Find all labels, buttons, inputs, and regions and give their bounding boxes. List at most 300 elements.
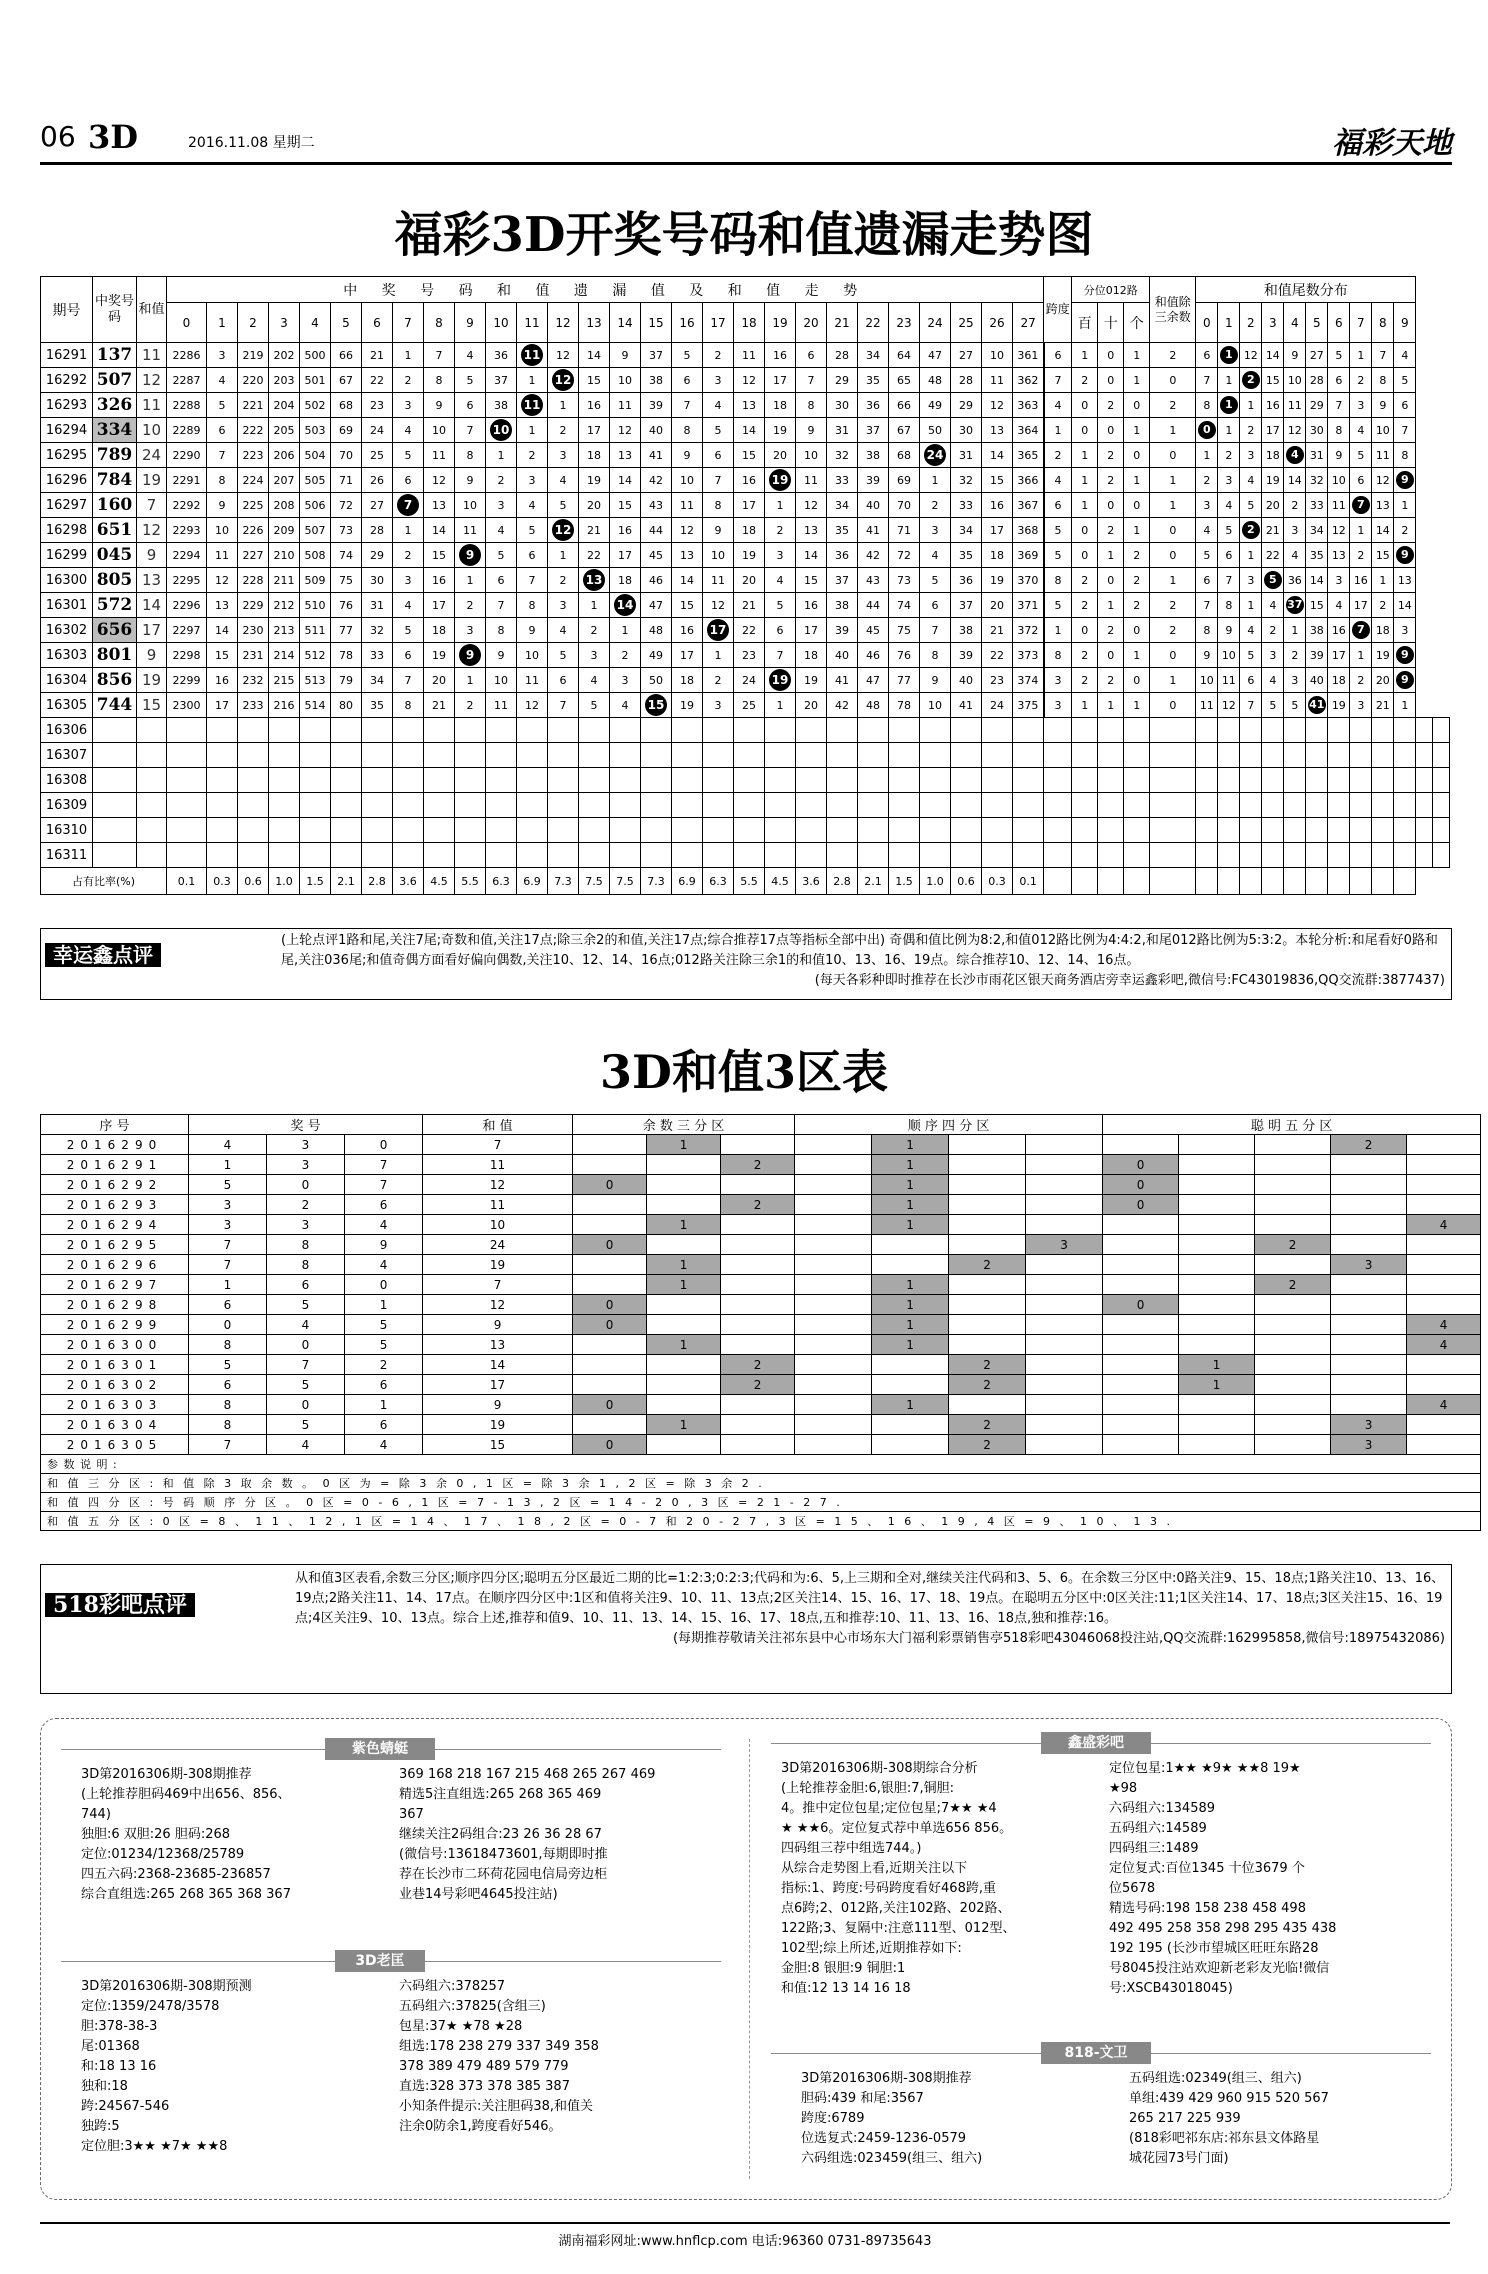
pos-route: 0 <box>1072 418 1098 443</box>
period: 16302 <box>41 618 93 643</box>
miss-cell: 45 <box>858 618 889 643</box>
miss-cell: 223 <box>238 443 269 468</box>
mod3-value: 2 <box>1150 343 1196 368</box>
miss-cell: 215 <box>269 668 300 693</box>
digit: 3 <box>189 1195 267 1215</box>
mod3-value: 0 <box>1150 368 1196 393</box>
head-sum-col: 4 <box>300 303 331 343</box>
tail-cell: 3 <box>1262 643 1284 668</box>
zone-cell-z3: 2 <box>721 1155 795 1175</box>
head-sum: 和值 <box>137 277 167 343</box>
miss-cell: 69 <box>889 468 920 493</box>
zone-cell-z3 <box>573 1415 647 1435</box>
miss-cell: 205 <box>269 418 300 443</box>
sum-value: 10 <box>423 1215 573 1235</box>
zone-cell-z5 <box>1103 1415 1179 1435</box>
miss-cell: 10 <box>982 343 1013 368</box>
miss-cell: 227 <box>238 543 269 568</box>
notes-zone4: 和 值 四 分 区 : 号 码 顺 序 分 区 。 0 区 = 0 - 6 , 1 区 = 7 - 1 3 , 2 区 = 1 4 - 2 0 , 3 区 = 2 1 - 2 7 . <box>41 1493 1481 1512</box>
miss-cell: 8 <box>796 393 827 418</box>
miss-cell: 33 <box>827 468 858 493</box>
miss-cell <box>765 668 796 693</box>
pos-route: 0 <box>1098 343 1124 368</box>
head-pos: 百 <box>1072 303 1098 343</box>
digit: 1 <box>345 1395 423 1415</box>
zone-cell-z4 <box>872 1415 949 1435</box>
miss-cell: 28 <box>827 343 858 368</box>
head-sum-col: 19 <box>765 303 796 343</box>
tail-cell: 2 <box>1218 443 1240 468</box>
miss-cell: 19 <box>982 568 1013 593</box>
miss-cell: 1 <box>579 593 610 618</box>
section-title: 3D <box>88 118 139 156</box>
miss-cell: 20 <box>765 443 796 468</box>
tail-hit-ball: 2 <box>1242 521 1260 539</box>
winning-number: 784 <box>93 468 137 493</box>
zone-cell-z4: 1 <box>872 1195 949 1215</box>
page-number: 06 <box>40 120 76 153</box>
miss-cell: 2 <box>393 543 424 568</box>
zone-cell-z4 <box>795 1195 872 1215</box>
miss-cell: 35 <box>951 543 982 568</box>
pos-route: 0 <box>1072 543 1098 568</box>
sum-row <box>41 1235 1481 1255</box>
miss-cell <box>455 643 486 668</box>
zone-cell-z4: 2 <box>949 1435 1026 1455</box>
zone-cell-z5 <box>1331 1335 1407 1355</box>
zone-cell-z5 <box>1331 1315 1407 1335</box>
sum3-title: 3D和值3区表 <box>600 1045 888 1099</box>
lucky-comment-box <box>40 928 1452 1000</box>
ratio-value: 1.5 <box>889 868 920 895</box>
miss-cell: 4 <box>579 668 610 693</box>
sum-hit-ball: 14 <box>614 594 636 616</box>
head-tail-col: 0 <box>1196 303 1218 343</box>
miss-cell: 36 <box>951 568 982 593</box>
miss-cell <box>548 518 579 543</box>
pos-route: 2 <box>1098 668 1124 693</box>
miss-cell: 219 <box>238 343 269 368</box>
tail-cell: 7 <box>1240 693 1262 718</box>
miss-cell: 11 <box>486 693 517 718</box>
tail-cell: 35 <box>1306 543 1328 568</box>
miss-cell: 374 <box>1013 668 1044 693</box>
miss-cell <box>610 593 641 618</box>
miss-cell: 368 <box>1013 518 1044 543</box>
issue-id: 2016297 <box>41 1275 189 1295</box>
tail-cell: 12 <box>1372 468 1394 493</box>
trend-row-empty <box>41 818 1450 843</box>
issue-id: 2016303 <box>41 1395 189 1415</box>
miss-cell: 18 <box>796 643 827 668</box>
digit: 6 <box>267 1275 345 1295</box>
miss-cell: 14 <box>982 443 1013 468</box>
tail-cell <box>1240 368 1262 393</box>
tail-cell: 3 <box>1328 568 1350 593</box>
miss-cell: 30 <box>362 568 393 593</box>
zone-cell-z3 <box>647 1195 721 1215</box>
miss-cell: 14 <box>579 343 610 368</box>
zone-cell-z4 <box>872 1355 949 1375</box>
zone-cell-z5 <box>1407 1355 1481 1375</box>
zone-cell-z5 <box>1407 1155 1481 1175</box>
tail-cell: 32 <box>1306 468 1328 493</box>
tail-cell: 1 <box>1394 493 1416 518</box>
panel-purple-dragonfly-title: 紫色蜻蜓 <box>325 1738 435 1760</box>
miss-cell: 24 <box>734 668 765 693</box>
miss-cell: 70 <box>889 493 920 518</box>
mod3-value: 1 <box>1150 493 1196 518</box>
miss-cell: 1 <box>610 618 641 643</box>
miss-cell: 17 <box>424 593 455 618</box>
zone-cell-z4 <box>872 1435 949 1455</box>
tail-cell: 5 <box>1262 693 1284 718</box>
miss-cell: 48 <box>641 618 672 643</box>
miss-cell: 69 <box>331 418 362 443</box>
panel-xinsheng-left: 3D第2016306期-308期综合分析 (上轮推荐金胆:6,银胆:7,铜胆: 4。推中定位包星;定位包星;7★★ ★4 ★ ★★6。定位复式荐中单选656 856。 四码组三荐中组选744。) 从综合走势图上看,近期关注以下 指标:1、跨度:号码跨度看好468跨,重 点6跨;2、012路,关注102路、202路、 122路;3、复隔中:注意111型、012型、 102型;综上所述,近期推荐如下: 金胆:8 银胆:9 铜胆:1 和值:12 13 14 16 18 <box>781 1761 1016 1996</box>
miss-cell <box>920 443 951 468</box>
span-value: 1 <box>1044 418 1072 443</box>
miss-cell: 362 <box>1013 368 1044 393</box>
logo: 福彩天地 <box>1332 126 1452 161</box>
miss-cell: 231 <box>238 643 269 668</box>
digit: 4 <box>267 1435 345 1455</box>
miss-cell: 7 <box>548 693 579 718</box>
head-id: 序 号 <box>41 1115 189 1135</box>
head-tail-col: 3 <box>1262 303 1284 343</box>
winning-number: 507 <box>93 368 137 393</box>
head-sum-col: 15 <box>641 303 672 343</box>
digit: 9 <box>345 1235 423 1255</box>
ratio-value: 4.5 <box>765 868 796 895</box>
miss-cell: 22 <box>579 543 610 568</box>
tail-cell <box>1306 693 1328 718</box>
miss-cell: 211 <box>269 568 300 593</box>
tail-cell: 2 <box>1394 518 1416 543</box>
miss-cell: 77 <box>889 668 920 693</box>
zone-cell-z5 <box>1255 1375 1331 1395</box>
miss-cell: 18 <box>982 543 1013 568</box>
miss-cell: 29 <box>827 368 858 393</box>
ratio-value: 1.0 <box>269 868 300 895</box>
zone-cell-z5 <box>1103 1235 1179 1255</box>
ratio-value: 1.0 <box>920 868 951 895</box>
tail-cell: 2 <box>1372 593 1394 618</box>
zone-cell-z4: 2 <box>949 1375 1026 1395</box>
tail-cell <box>1394 643 1416 668</box>
zone-cell-z4 <box>795 1155 872 1175</box>
tail-cell: 9 <box>1218 618 1240 643</box>
zone-cell-z4 <box>1026 1215 1103 1235</box>
miss-cell: 1 <box>548 393 579 418</box>
tail-hit-ball: 9 <box>1396 646 1414 664</box>
miss-cell: 44 <box>641 518 672 543</box>
trend-row <box>41 393 1450 418</box>
zone-cell-z5 <box>1103 1335 1179 1355</box>
sum-row <box>41 1375 1481 1395</box>
tail-cell: 2 <box>1350 368 1372 393</box>
tail-hit-ball: 0 <box>1198 421 1216 439</box>
sum-row <box>41 1155 1481 1175</box>
head-period: 期号 <box>41 277 93 343</box>
zone-cell-z5 <box>1255 1255 1331 1275</box>
head-tail: 和值尾数分布 <box>1196 277 1416 303</box>
tail-cell: 3 <box>1350 393 1372 418</box>
zone-cell-z4 <box>949 1315 1026 1335</box>
miss-cell: 37 <box>827 568 858 593</box>
miss-cell: 14 <box>796 543 827 568</box>
tail-cell: 1 <box>1240 543 1262 568</box>
caiba-comment-box <box>40 1564 1452 1694</box>
tail-cell: 2 <box>1284 643 1306 668</box>
digit: 5 <box>345 1335 423 1355</box>
tail-cell: 2 <box>1350 668 1372 693</box>
miss-cell: 16 <box>610 518 641 543</box>
miss-cell: 10 <box>517 643 548 668</box>
miss-cell: 22 <box>982 643 1013 668</box>
tail-cell: 6 <box>1328 368 1350 393</box>
digit: 4 <box>345 1435 423 1455</box>
miss-cell: 9 <box>517 618 548 643</box>
zone-cell-z5 <box>1407 1195 1481 1215</box>
zone-cell-z5: 0 <box>1103 1295 1179 1315</box>
panel-wenwei-left: 3D第2016306期-308期推荐 胆码:439 和尾:3567 跨度:6789 位选复式:2459-1236-0579 六码组选:023459(组三、组六) <box>801 2071 983 2166</box>
miss-cell: 225 <box>238 493 269 518</box>
miss-cell: 2286 <box>167 343 207 368</box>
miss-cell: 503 <box>300 418 331 443</box>
tail-cell: 19 <box>1328 693 1350 718</box>
zone-cell-z4 <box>795 1275 872 1295</box>
digit: 6 <box>345 1415 423 1435</box>
miss-cell: 2293 <box>167 518 207 543</box>
zone-cell-z5 <box>1331 1175 1407 1195</box>
issue-id: 2016301 <box>41 1355 189 1375</box>
zone-cell-z3 <box>647 1435 721 1455</box>
issue-id: 2016304 <box>41 1415 189 1435</box>
miss-cell: 9 <box>610 343 641 368</box>
pos-route: 2 <box>1098 443 1124 468</box>
digit: 6 <box>345 1375 423 1395</box>
caiba-comment-source: (每期推荐敬请关注祁东县中心市场东大门福利彩票销售亭518彩吧43046068投注站,QQ交流群:162995858,微信号:18975432086) <box>672 1631 1445 1646</box>
tail-cell: 10 <box>1284 368 1306 393</box>
miss-cell: 11 <box>672 493 703 518</box>
tail-cell: 6 <box>1350 468 1372 493</box>
digit: 0 <box>345 1135 423 1155</box>
pos-route: 2 <box>1098 618 1124 643</box>
miss-cell: 5 <box>548 493 579 518</box>
digit: 7 <box>345 1175 423 1195</box>
mod3-value: 2 <box>1150 393 1196 418</box>
miss-cell: 375 <box>1013 693 1044 718</box>
pos-route: 0 <box>1098 493 1124 518</box>
tail-cell: 38 <box>1306 618 1328 643</box>
tail-cell: 28 <box>1306 368 1328 393</box>
miss-cell: 2 <box>765 518 796 543</box>
miss-cell: 5 <box>548 643 579 668</box>
zone-cell-z3: 2 <box>721 1195 795 1215</box>
miss-cell: 2 <box>455 593 486 618</box>
sum-row <box>41 1415 1481 1435</box>
winning-number: 805 <box>93 568 137 593</box>
pos-route: 1 <box>1124 693 1150 718</box>
tail-cell: 11 <box>1328 493 1350 518</box>
zone-cell-z4 <box>1026 1295 1103 1315</box>
miss-cell: 30 <box>951 418 982 443</box>
tail-hit-ball: 9 <box>1396 671 1414 689</box>
miss-cell: 3 <box>703 693 734 718</box>
miss-cell: 16 <box>579 393 610 418</box>
zone-cell-z5 <box>1255 1195 1331 1215</box>
zone-cell-z4 <box>1026 1175 1103 1195</box>
digit: 5 <box>267 1415 345 1435</box>
miss-cell: 221 <box>238 393 269 418</box>
zone-cell-z3 <box>721 1175 795 1195</box>
miss-cell: 6 <box>486 568 517 593</box>
tail-cell: 1 <box>1372 568 1394 593</box>
miss-cell: 10 <box>796 443 827 468</box>
pos-route: 1 <box>1098 593 1124 618</box>
digit: 3 <box>267 1215 345 1235</box>
sum-value: 24 <box>137 443 167 468</box>
sum-row <box>41 1435 1481 1455</box>
tail-cell: 10 <box>1372 418 1394 443</box>
miss-cell: 214 <box>269 643 300 668</box>
miss-cell: 3 <box>920 518 951 543</box>
head-sum-col: 23 <box>889 303 920 343</box>
pos-route: 0 <box>1124 393 1150 418</box>
miss-cell: 13 <box>982 418 1013 443</box>
zone-cell-z5 <box>1179 1275 1255 1295</box>
head-zone5: 聪 明 五 分 区 <box>1103 1115 1481 1135</box>
ratio-value: 3.6 <box>796 868 827 895</box>
miss-cell: 7 <box>796 368 827 393</box>
miss-cell: 20 <box>579 493 610 518</box>
miss-cell: 66 <box>331 343 362 368</box>
zone-cell-z4 <box>1026 1395 1103 1415</box>
miss-cell: 3 <box>548 593 579 618</box>
zone-cell-z4 <box>1026 1275 1103 1295</box>
miss-cell: 38 <box>641 368 672 393</box>
sum-hit-ball: 10 <box>490 419 512 441</box>
zone-cell-z3: 0 <box>573 1295 647 1315</box>
zone-cell-z3 <box>647 1315 721 1335</box>
head-tail-col: 8 <box>1372 303 1394 343</box>
head-sum-col: 12 <box>548 303 579 343</box>
sum-row <box>41 1195 1481 1215</box>
tail-cell: 6 <box>1196 568 1218 593</box>
zone-cell-z5 <box>1255 1135 1331 1155</box>
tail-hit-ball: 1 <box>1220 396 1238 414</box>
miss-cell: 2288 <box>167 393 207 418</box>
zone-cell-z5: 2 <box>1255 1275 1331 1295</box>
miss-cell: 22 <box>362 368 393 393</box>
miss-cell: 4 <box>486 518 517 543</box>
tail-cell: 22 <box>1262 543 1284 568</box>
zone-cell-z5 <box>1407 1415 1481 1435</box>
tail-cell: 14 <box>1284 468 1306 493</box>
masthead <box>40 118 1452 165</box>
winning-number: 137 <box>93 343 137 368</box>
miss-cell: 8 <box>486 618 517 643</box>
zone-cell-z3: 0 <box>573 1435 647 1455</box>
panel-wenwei-right: 五码组选:02349(组三、组六) 单组:439 429 960 915 520 567 265 217 225 939 (818彩吧祁东店:祁东县文体路星 城花园73号门面) <box>1129 2071 1329 2166</box>
miss-cell: 220 <box>238 368 269 393</box>
miss-cell: 16 <box>734 468 765 493</box>
zone-cell-z3: 2 <box>721 1355 795 1375</box>
pos-route: 0 <box>1072 518 1098 543</box>
zone-cell-z5: 0 <box>1103 1175 1179 1195</box>
zone-cell-z3 <box>647 1235 721 1255</box>
zone-cell-z4 <box>795 1315 872 1335</box>
tail-cell: 2 <box>1350 543 1372 568</box>
zone-cell-z4 <box>949 1395 1026 1415</box>
miss-cell: 12 <box>424 468 455 493</box>
zone-cell-z3 <box>573 1275 647 1295</box>
miss-cell: 20 <box>796 693 827 718</box>
digit: 6 <box>189 1295 267 1315</box>
miss-cell: 37 <box>951 593 982 618</box>
miss-cell: 366 <box>1013 468 1044 493</box>
tail-cell: 1 <box>1240 593 1262 618</box>
miss-cell: 2292 <box>167 493 207 518</box>
miss-cell: 21 <box>579 518 610 543</box>
tail-cell: 17 <box>1350 593 1372 618</box>
miss-cell: 2287 <box>167 368 207 393</box>
winning-number: 334 <box>93 418 137 443</box>
zone-cell-z5 <box>1407 1435 1481 1455</box>
miss-cell: 47 <box>641 593 672 618</box>
tail-cell: 5 <box>1328 343 1350 368</box>
digit: 7 <box>345 1155 423 1175</box>
miss-cell: 42 <box>827 693 858 718</box>
ratio-value: 0.6 <box>238 868 269 895</box>
sum-value: 12 <box>423 1295 573 1315</box>
miss-cell: 21 <box>982 618 1013 643</box>
tail-cell: 5 <box>1196 543 1218 568</box>
head-number: 奖 号 <box>189 1115 423 1135</box>
miss-cell: 50 <box>641 668 672 693</box>
zone-cell-z3 <box>721 1415 795 1435</box>
zone-cell-z4 <box>1026 1155 1103 1175</box>
caiba-comment-text: 从和值3区表看,余数三分区;顺序四分区;聪明五分区最近二期的比=1:2:3;0:2:3;代码和为:6、5,上三期和全对,继续关注代码和3、5、6。在余数三分区中:0路关注9、15、18点;1路关注10、13、16、19点;2路关注11、14、17点。在顺序四分区中:1区和值将关注9、10、11、13点;2区关注14、15、16、17、18、19点。在聪明五分区中:0区关注:11;1区关注14、17、18点;3区关注15、16、19点;4区关注9、10、13点。综合上述,推荐和值9、10、11、13、14、15、16、17、18点,五和推荐:10、11、13、16、18点,独和推荐:16。 (每期推荐敬请关注祁东县中心市场东大门福利彩票销售亭518彩吧43046068投注站,QQ交流群:162995858,微信号:18975432086) <box>295 1569 1445 1649</box>
miss-cell: 38 <box>827 593 858 618</box>
miss-cell: 1 <box>455 568 486 593</box>
miss-cell: 36 <box>858 393 889 418</box>
zone-cell-z5 <box>1255 1335 1331 1355</box>
tail-cell: 11 <box>1196 693 1218 718</box>
span-value: 4 <box>1044 468 1072 493</box>
miss-cell: 39 <box>641 393 672 418</box>
sum-value: 9 <box>137 543 167 568</box>
miss-cell <box>579 568 610 593</box>
miss-cell: 11 <box>517 668 548 693</box>
miss-cell: 8 <box>424 368 455 393</box>
trend-row <box>41 668 1450 693</box>
miss-cell <box>517 343 548 368</box>
sum-value: 17 <box>137 618 167 643</box>
miss-cell: 13 <box>207 593 238 618</box>
digit: 5 <box>189 1175 267 1195</box>
period: 16296 <box>41 468 93 493</box>
ratio-value: 2.8 <box>362 868 393 895</box>
tail-hit-ball: 37 <box>1286 596 1304 614</box>
zone-cell-z5 <box>1179 1315 1255 1335</box>
trend-row <box>41 443 1450 468</box>
miss-cell <box>455 543 486 568</box>
miss-cell: 2 <box>455 693 486 718</box>
period: 16308 <box>41 768 93 793</box>
tail-cell: 7 <box>1196 593 1218 618</box>
